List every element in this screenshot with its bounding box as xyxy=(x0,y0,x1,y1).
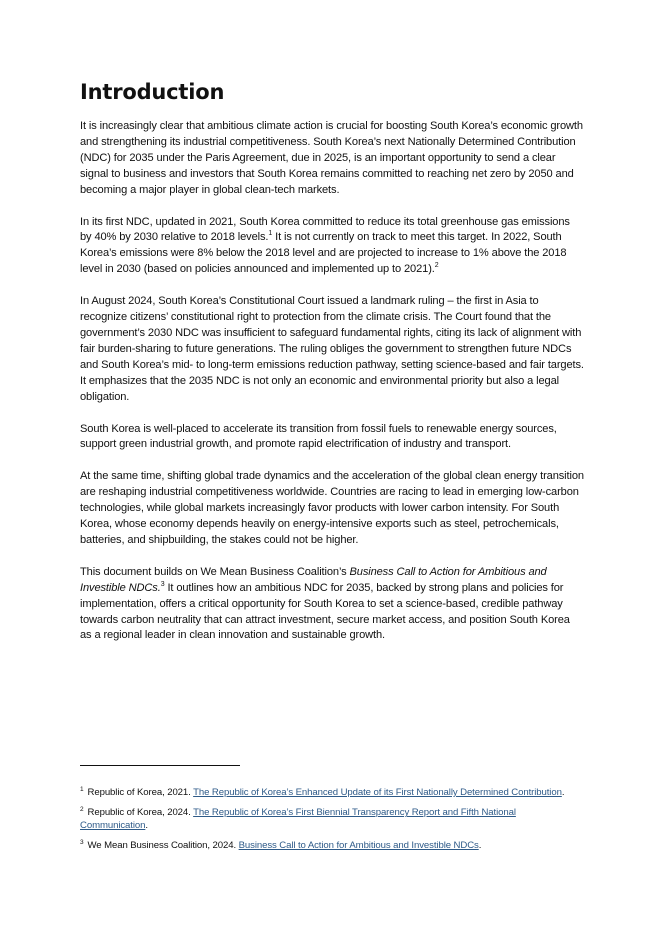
paragraph-2-part-a: In its first NDC, updated in 2021, South Korea committed to reduce its total greenhouse gas emissions by 40% by 2030 relative to 2018 levels. xyxy=(80,215,570,244)
section-heading: Introduction xyxy=(80,80,225,104)
paragraph-6-part-b: It outlines how an ambitious NDC for 2035, backed by strong plans and policies for implementation, offers a critical opportunity for South Korea to set a science-based, credible pathway towards carbon neutrality that can attract investment, secure market access, and position South Korea as a regional leader in clean innovation and sustainable growth. xyxy=(80,581,570,642)
body-text xyxy=(80,119,584,660)
footnote-ref-1[interactable]: 1 xyxy=(268,230,273,238)
footnote-end: . xyxy=(478,840,482,852)
footnote-link[interactable]: Business Call to Action for Ambitious and Investible NDCs xyxy=(238,840,479,852)
footnote-ref-2[interactable]: 2 xyxy=(434,262,439,270)
footnote-source: Republic of Korea, 2024. xyxy=(87,807,194,819)
cited-document-title: Business Call to Action for Ambitious and Investible NDCs. xyxy=(80,565,547,594)
footnote-number: 3 xyxy=(80,839,84,847)
paragraph-5: At the same time, shifting global trade dynamics and the acceleration of the global clean energy transition are reshaping industrial competitiveness worldwide. Countries are racing to lead in emerging low-carbon technologies, while global markets increasingly favor products with lower carbon intensity. For South Korea, whose economy depends heavily on energy-intensive exports such as steel, petrochemicals, batteries, and shipbuilding, the stakes could not be higher. xyxy=(80,470,584,546)
footnote-1 xyxy=(80,787,584,799)
footnotes xyxy=(80,787,584,861)
paragraph-6 xyxy=(80,565,584,645)
footnote-2 xyxy=(80,807,584,832)
paragraph-3: In August 2024, South Korea’s Constitutional Court issued a landmark ruling – the first in Asia to recognize citizens’ constitutional right to protection from the climate crisis. The Court found that the government’s 2030 NDC was insufficient to safeguard fundamental rights, citing its lack of alignment with fair burden-sharing to future generations. The ruling obliges the government to strengthen future NDCs and South Korea’s mid- to long-term emissions reduction pathway, setting science-based and fair targets. It emphasizes that the 2035 NDC is not only an economic and environmental priority but also a legal obligation. xyxy=(80,295,584,403)
footnote-source: Republic of Korea, 2021. xyxy=(87,787,194,798)
footnote-ref-3[interactable]: 3 xyxy=(160,580,165,588)
paragraph-1: It is increasingly clear that ambitious climate action is crucial for boosting South Korea’s economic growth and strengthening its industrial competitiveness. South Korea’s next Nationally Determined Contribution (NDC) for 2035 under the Paris Agreement, due in 2025, is an important opportunity to send a clear signal to business and investors that South Korea remains committed to reaching net zero by 2050 and becoming a major player in global clean-tech markets. xyxy=(80,120,583,196)
footnote-end: . xyxy=(561,787,565,798)
footnote-link[interactable]: The Republic of Korea’s First Biennial Transparency Report and Fifth National Communication xyxy=(80,807,516,831)
footnote-source: We Mean Business Coalition, 2024. xyxy=(87,840,239,852)
footnote-3 xyxy=(80,840,584,852)
footnote-number: 1 xyxy=(80,786,84,793)
footnote-number: 2 xyxy=(80,806,84,814)
footnote-link[interactable]: The Republic of Korea’s Enhanced Update of its First Nationally Determined Contribution xyxy=(193,787,562,798)
paragraph-2-part-b: It is not currently on track to meet this target. In 2022, South Korea’s emissions were 8% below the 2018 level and are projected to increase to 1% above the 2018 level in 2030 (based on policies announced and implemented up to 2021). xyxy=(80,231,567,276)
footnote-end: . xyxy=(145,819,148,831)
paragraph-6-part-a: This document builds on We Mean Business Coalition’s xyxy=(80,565,350,578)
paragraph-2 xyxy=(80,215,584,279)
footnote-divider xyxy=(80,765,240,766)
paragraph-4: South Korea is well-placed to accelerate its transition from fossil fuels to renewable energy sources, support green industrial growth, and promote rapid electrification of industry and transport. xyxy=(80,422,557,451)
